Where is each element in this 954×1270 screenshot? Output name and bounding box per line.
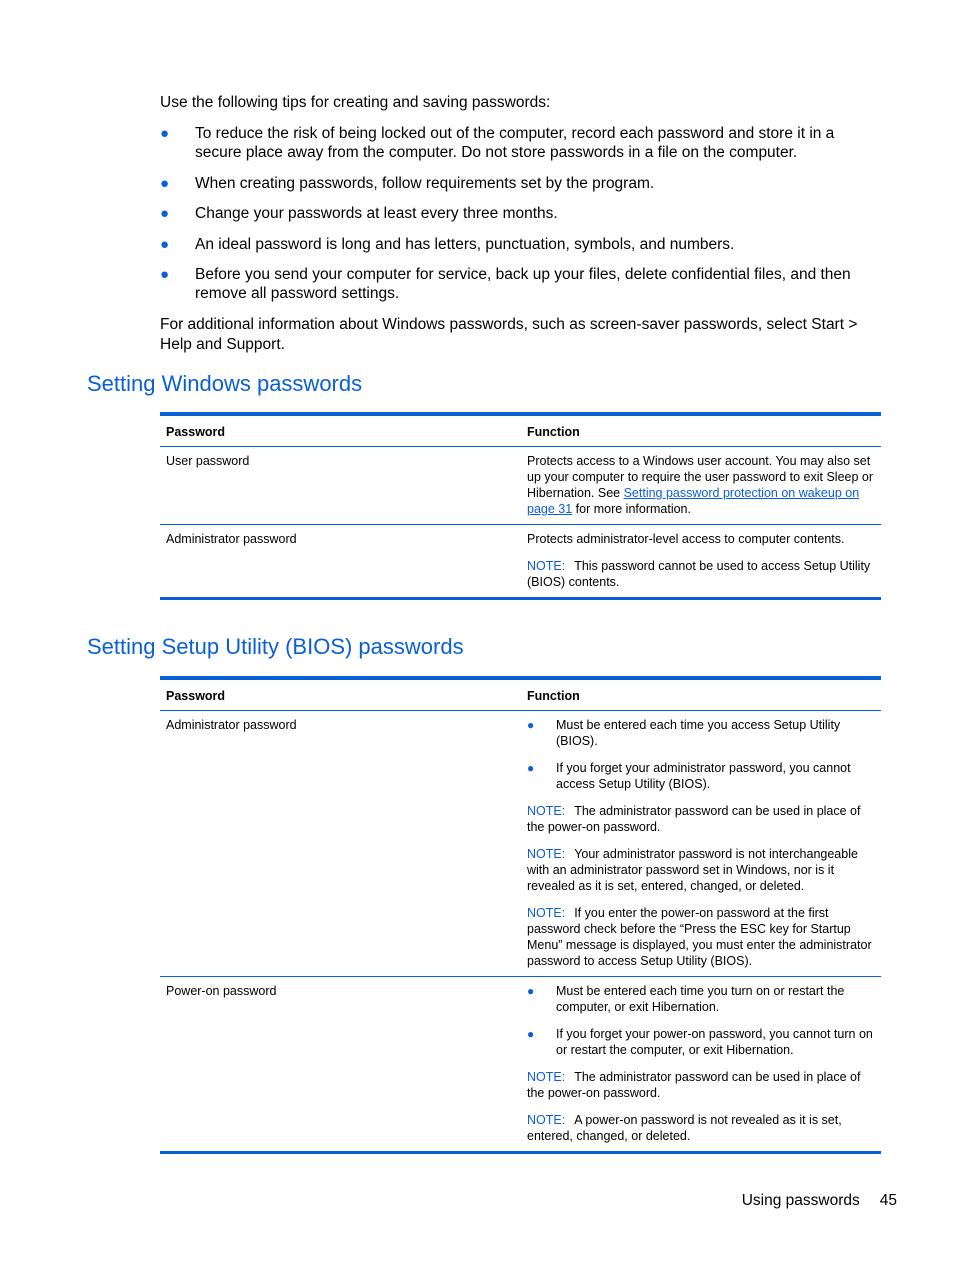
column-header-function: Function [521, 678, 881, 711]
column-header-function: Function [521, 414, 881, 447]
list-item: ● When creating passwords, follow requirements set by the program. [160, 174, 655, 192]
function-cell: Protects access to a Windows user account. You may also set up your computer to require the user password to exit Sleep or Hibernation. See Setting password protection on wakeup on page 31 for more information. [527, 454, 874, 516]
table-row [160, 711, 881, 977]
note: NOTE: Your administrator password is not interchangeable with an administrator password set in Windows, nor is it revealed as it is set, entered, changed, or deleted. [527, 847, 858, 893]
note-label: NOTE: [527, 1113, 566, 1127]
list-item: ● To reduce the risk of being locked out of the computer, record each password and store it in a secure place away from the computer. Do not store passwords in a file on the computer. [160, 125, 835, 161]
bullet-icon: ● [527, 718, 535, 732]
password-name-cell: Administrator password [166, 718, 297, 732]
table-header-row [160, 414, 881, 447]
page-number: 45 [879, 1192, 897, 1209]
note: NOTE: The administrator password can be used in place of the power-on password. [527, 804, 861, 834]
note: NOTE: A power-on password is not revealed as it is set, entered, changed, or deleted. [527, 1113, 842, 1143]
function-cell: Protects administrator-level access to computer contents. NOTE: This password cannot be used to access Setup Utility (BIOS) contents. [521, 525, 881, 599]
table-header-row [160, 678, 881, 711]
note-label: NOTE: [527, 1070, 566, 1084]
list-item: ● Must be entered each time you access Setup Utility (BIOS). [527, 718, 841, 748]
note-label: NOTE: [527, 804, 566, 818]
note: NOTE: If you enter the power-on password at the first password check before the “Press the ESC key for Startup Menu” message is displayed, you must enter the administrator password to access Setup Utility (BIOS). [527, 906, 872, 968]
list-item: ● Before you send your computer for service, back up your files, delete confidential files, and then remove all password settings. [160, 266, 851, 302]
bullet-icon: ● [160, 266, 170, 283]
note-label: NOTE: [527, 847, 566, 861]
function-bullets [527, 717, 875, 792]
tips-list [160, 124, 880, 315]
list-item: ● Must be entered each time you turn on or restart the computer, or exit Hibernation. [527, 984, 845, 1014]
note-label: NOTE: [527, 559, 566, 573]
list-item: ● An ideal password is long and has letters, punctuation, symbols, and numbers. [160, 235, 735, 253]
note: NOTE: The administrator password can be used in place of the power-on password. [527, 1070, 861, 1100]
column-header-password: Password [160, 678, 521, 711]
bullet-icon: ● [527, 1027, 535, 1041]
section-heading-bios: Setting Setup Utility (BIOS) passwords [87, 634, 464, 659]
password-name-cell: User password [166, 454, 250, 468]
additional-info: For additional information about Windows passwords, such as screen-saver passwords, select Start > Help and Support. [160, 316, 858, 353]
function-cell [521, 711, 881, 977]
note: NOTE: This password cannot be used to access Setup Utility (BIOS) contents. [527, 559, 871, 589]
menu-path: Start > Help and Support [160, 316, 858, 353]
function-bullets [527, 983, 875, 1058]
cross-reference-link[interactable]: Setting password protection on wakeup on page 31 [527, 486, 860, 516]
bullet-icon: ● [160, 235, 170, 253]
note-label: NOTE: [527, 906, 566, 920]
column-header-password: Password [160, 414, 521, 447]
table-row [160, 447, 881, 525]
bullet-icon: ● [160, 205, 170, 222]
bios-password-table [160, 676, 881, 1154]
bullet-icon: ● [160, 125, 170, 142]
bullet-icon: ● [160, 174, 170, 192]
bullet-icon: ● [527, 761, 535, 775]
list-item: ● If you forget your administrator password, you cannot access Setup Utility (BIOS). [527, 761, 851, 791]
table-row [160, 525, 881, 599]
bullet-icon: ● [527, 984, 535, 998]
function-cell [521, 977, 881, 1153]
password-name-cell: Administrator password [160, 525, 521, 599]
section-heading-windows: Setting Windows passwords [87, 371, 363, 396]
intro-text: Use the following tips for creating and saving passwords: [160, 94, 551, 111]
windows-password-table [160, 412, 881, 600]
password-name-cell: Power-on password [160, 977, 521, 1153]
table-row [160, 977, 881, 1153]
page-footer [742, 1191, 897, 1210]
list-item: ● If you forget your power-on password, you cannot turn on or restart the computer, or exit Hibernation. [527, 1027, 873, 1057]
footer-section-title: Using passwords [741, 1192, 860, 1209]
list-item: ● Change your passwords at least every three months. [160, 205, 558, 222]
